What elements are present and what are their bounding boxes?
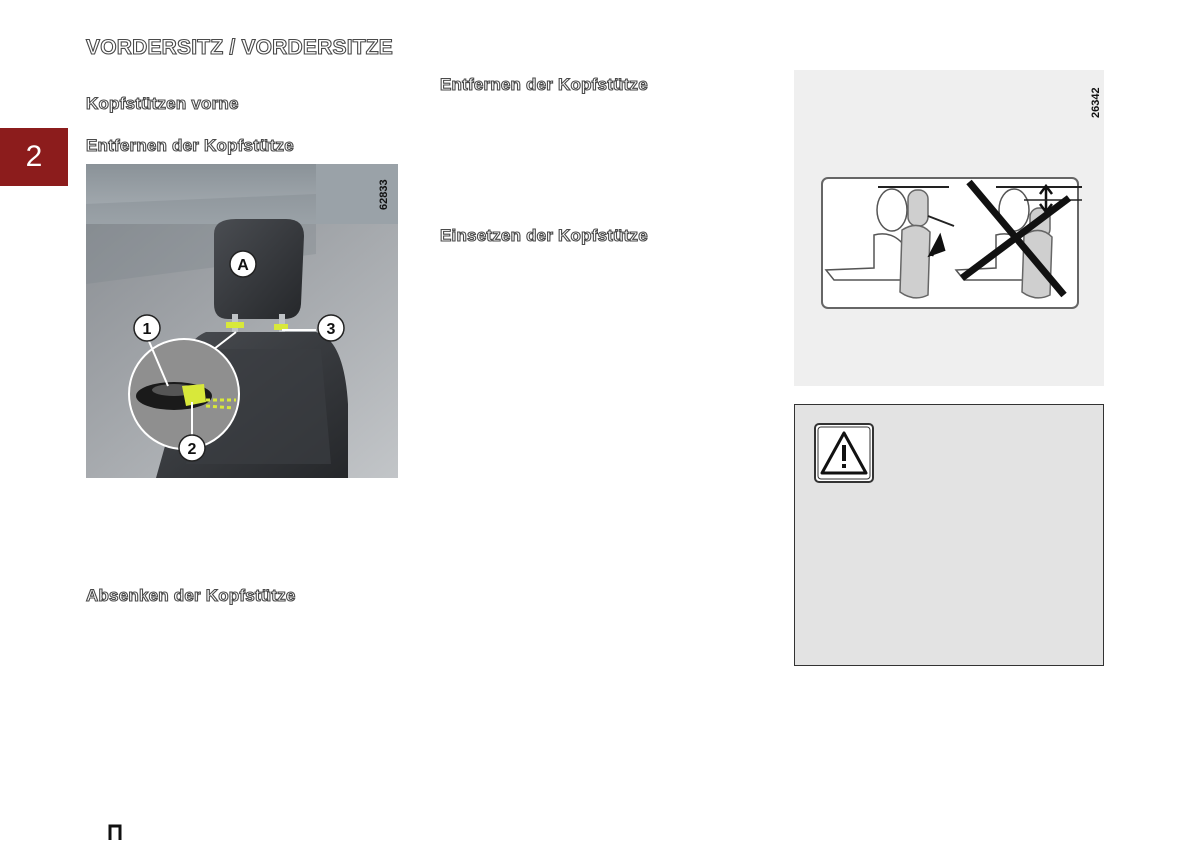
section-title-removing-headrest-2: Entfernen der Kopfstütze <box>440 75 648 94</box>
figure-code-seat: 62833 <box>378 179 390 210</box>
page-marker-icon <box>108 822 122 840</box>
chapter-tab <box>0 128 68 186</box>
seat-illustration <box>86 164 398 478</box>
label-2: 2 <box>187 441 197 458</box>
label-1: 1 <box>142 321 152 338</box>
label-a: A <box>237 257 249 274</box>
label-3: 3 <box>326 321 336 338</box>
seat-headrest-figure <box>86 164 398 478</box>
figure-code-position: 26342 <box>1090 87 1102 118</box>
headrest-position-figure <box>794 70 1104 386</box>
headrest-position-diagram <box>794 70 1104 386</box>
section-title-inserting-headrest: Einsetzen der Kopfstütze <box>440 226 648 245</box>
section-title-lowering-headrest: Absenken der Kopfstütze <box>86 586 296 605</box>
chapter-number: 2 <box>25 140 43 173</box>
section-title-removing-headrest: Entfernen der Kopfstütze <box>86 136 294 155</box>
page-title: VORDERSITZ / VORDERSITZE <box>86 36 393 59</box>
section-title-headrests-front: Kopfstützen vorne <box>86 94 239 113</box>
warning-triangle-icon <box>814 423 874 483</box>
